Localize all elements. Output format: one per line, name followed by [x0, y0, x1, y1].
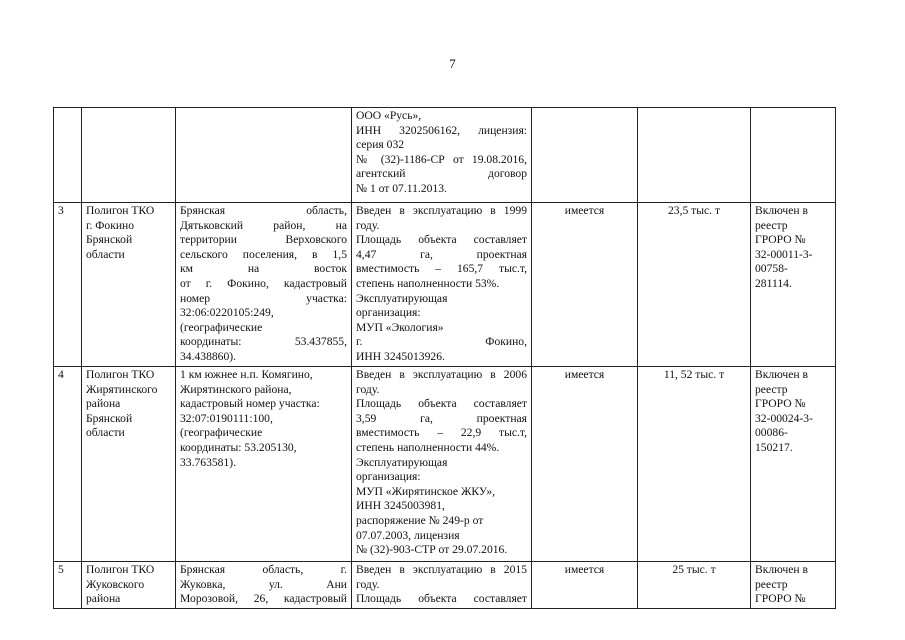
facility-name: [82, 203, 176, 367]
info-line: МУП «Экология»: [356, 320, 444, 334]
registry-status: [751, 203, 836, 367]
status-line: реестр: [755, 218, 788, 232]
location-line: 1 км южнее н.п. Комягино,: [180, 368, 313, 381]
facility-location: [176, 203, 352, 367]
facility-name: [82, 108, 176, 203]
status-line: 150217.: [755, 440, 793, 454]
info-line: Площадь объекта составляет: [356, 233, 527, 247]
status-line: 32-00011-3-: [755, 247, 813, 261]
info-line: № (32)-903-СТР от 29.07.2016.: [356, 543, 508, 557]
info-line: году.: [356, 577, 380, 591]
availability: имеется: [532, 562, 638, 609]
info-line: ИНН 3245003981,: [356, 499, 445, 513]
table-row: [54, 562, 836, 609]
landfill-registry-table: [53, 107, 836, 609]
facility-name-line: района: [86, 592, 121, 606]
info-line: 3,59 га, проектная: [356, 411, 527, 425]
status-line: ГРОРО №: [755, 397, 806, 411]
capacity: 11, 52 тыс. т: [638, 367, 751, 562]
availability: имеется: [532, 203, 638, 367]
registry-status: [751, 367, 836, 562]
facility-name-line: Полигон ТКО: [86, 563, 155, 576]
facility-name: [82, 367, 176, 562]
location-line: от г. Фокино, кадастровый: [180, 276, 347, 290]
location-line: Брянская область, г.: [180, 563, 347, 576]
location-line: (географические: [180, 320, 263, 334]
location-line: км на восток: [180, 262, 347, 276]
facility-name-line: Брянской: [86, 411, 133, 425]
capacity: [638, 108, 751, 203]
info-line: Введен в эксплуатацию в 2006: [356, 368, 527, 381]
facility-info: [352, 367, 532, 562]
info-line: 07.07.2003, лицензия: [356, 528, 460, 542]
table-row: [54, 367, 836, 562]
info-line: году.: [356, 218, 380, 232]
location-line: 32:06:0220105:249,: [180, 306, 274, 320]
location-line: Дятьковский район, на: [180, 218, 347, 232]
status-line: Включен в: [755, 368, 808, 381]
info-line: Эксплуатирующая: [356, 291, 448, 305]
row-number: 5: [54, 562, 82, 609]
location-line: кадастровый номер участка:: [180, 397, 320, 411]
info-line: Введен в эксплуатацию в 1999: [356, 204, 527, 217]
facility-name: [82, 562, 176, 609]
location-line: номер участка:: [180, 291, 347, 305]
info-line: г. Фокино,: [356, 335, 527, 349]
info-line: ИНН 3245013926.: [356, 349, 445, 363]
facility-name-line: района: [86, 397, 121, 411]
facility-name-line: Полигон ТКО: [86, 204, 155, 217]
row-number: 4: [54, 367, 82, 562]
availability: [532, 108, 638, 203]
info-line: № 1 от 07.11.2013.: [356, 181, 447, 195]
location-line: территории Верховского: [180, 233, 347, 247]
info-line: вместимость – 165,7 тыс.т,: [356, 262, 527, 276]
info-line: агентский договор: [356, 167, 527, 181]
table-row: [54, 108, 836, 203]
facility-name-line: Брянской: [86, 233, 133, 247]
facility-info: [352, 562, 532, 609]
location-line: координаты: 53.437855,: [180, 335, 347, 349]
facility-name-line: г. Фокино: [86, 218, 135, 232]
location-line: Морозовой, 26, кадастровый: [180, 592, 347, 606]
info-line: серия 032: [356, 138, 405, 152]
location-line: Жуковка, ул. Ани: [180, 577, 347, 591]
facility-location: [176, 562, 352, 609]
status-line: 32-00024-3-: [755, 411, 813, 425]
info-line: МУП «Жирятинское ЖКУ»,: [356, 484, 496, 498]
page-number: 7: [449, 56, 456, 71]
location-line: (географические: [180, 426, 263, 440]
status-line: 281114.: [755, 276, 792, 290]
status-line: 00758-: [755, 262, 788, 276]
facility-name-line: области: [86, 426, 125, 440]
status-line: реестр: [755, 577, 788, 591]
info-line: Площадь объекта составляет: [356, 592, 527, 606]
status-line: Включен в: [755, 204, 808, 217]
facility-name-line: Жирятинского: [86, 382, 158, 396]
info-line: Эксплуатирующая: [356, 455, 448, 469]
status-line: ГРОРО №: [755, 592, 806, 606]
availability: имеется: [532, 367, 638, 562]
location-line: сельского поселения, в 1,5: [180, 247, 347, 261]
info-line: 4,47 га, проектная: [356, 247, 527, 261]
info-line: Площадь объекта составляет: [356, 397, 527, 411]
location-line: Жирятинского района,: [180, 382, 292, 396]
info-line: степень наполненности 53%.: [356, 276, 500, 290]
status-line: 00086-: [755, 426, 788, 440]
facility-name-line: Жуковского: [86, 577, 145, 591]
capacity: 23,5 тыс. т: [638, 203, 751, 367]
info-line: степень наполненности 44%.: [356, 440, 500, 454]
capacity: 25 тыс. т: [638, 562, 751, 609]
registry-status: [751, 562, 836, 609]
info-line: Введен в эксплуатацию в 2015: [356, 563, 527, 576]
row-number: 3: [54, 203, 82, 367]
info-line: ООО «Русь»,: [356, 109, 422, 122]
location-line: 33.763581).: [180, 455, 237, 469]
info-line: распоряжение № 249-р от: [356, 513, 484, 527]
facility-location: [176, 108, 352, 203]
info-line: году.: [356, 382, 380, 396]
status-line: ГРОРО №: [755, 233, 806, 247]
location-line: координаты: 53.205130,: [180, 440, 297, 454]
status-line: Включен в: [755, 563, 808, 576]
table-row: [54, 203, 836, 367]
facility-name-line: области: [86, 247, 125, 261]
row-number: [54, 108, 82, 203]
location-line: Брянская область,: [180, 204, 347, 217]
info-line: вместимость – 22,9 тыс.т,: [356, 426, 527, 440]
facility-info: [352, 108, 532, 203]
facility-name-line: Полигон ТКО: [86, 368, 155, 381]
location-line: 34.438860).: [180, 349, 237, 363]
info-line: организация:: [356, 470, 421, 484]
info-line: организация:: [356, 306, 421, 320]
status-line: реестр: [755, 382, 788, 396]
facility-info: [352, 203, 532, 367]
registry-status: [751, 108, 836, 203]
info-line: ИНН 3202506162, лицензия:: [356, 123, 527, 137]
facility-location: [176, 367, 352, 562]
info-line: № (32)-1186-СР от 19.08.2016,: [356, 152, 527, 166]
location-line: 32:07:0190111:100,: [180, 411, 273, 425]
